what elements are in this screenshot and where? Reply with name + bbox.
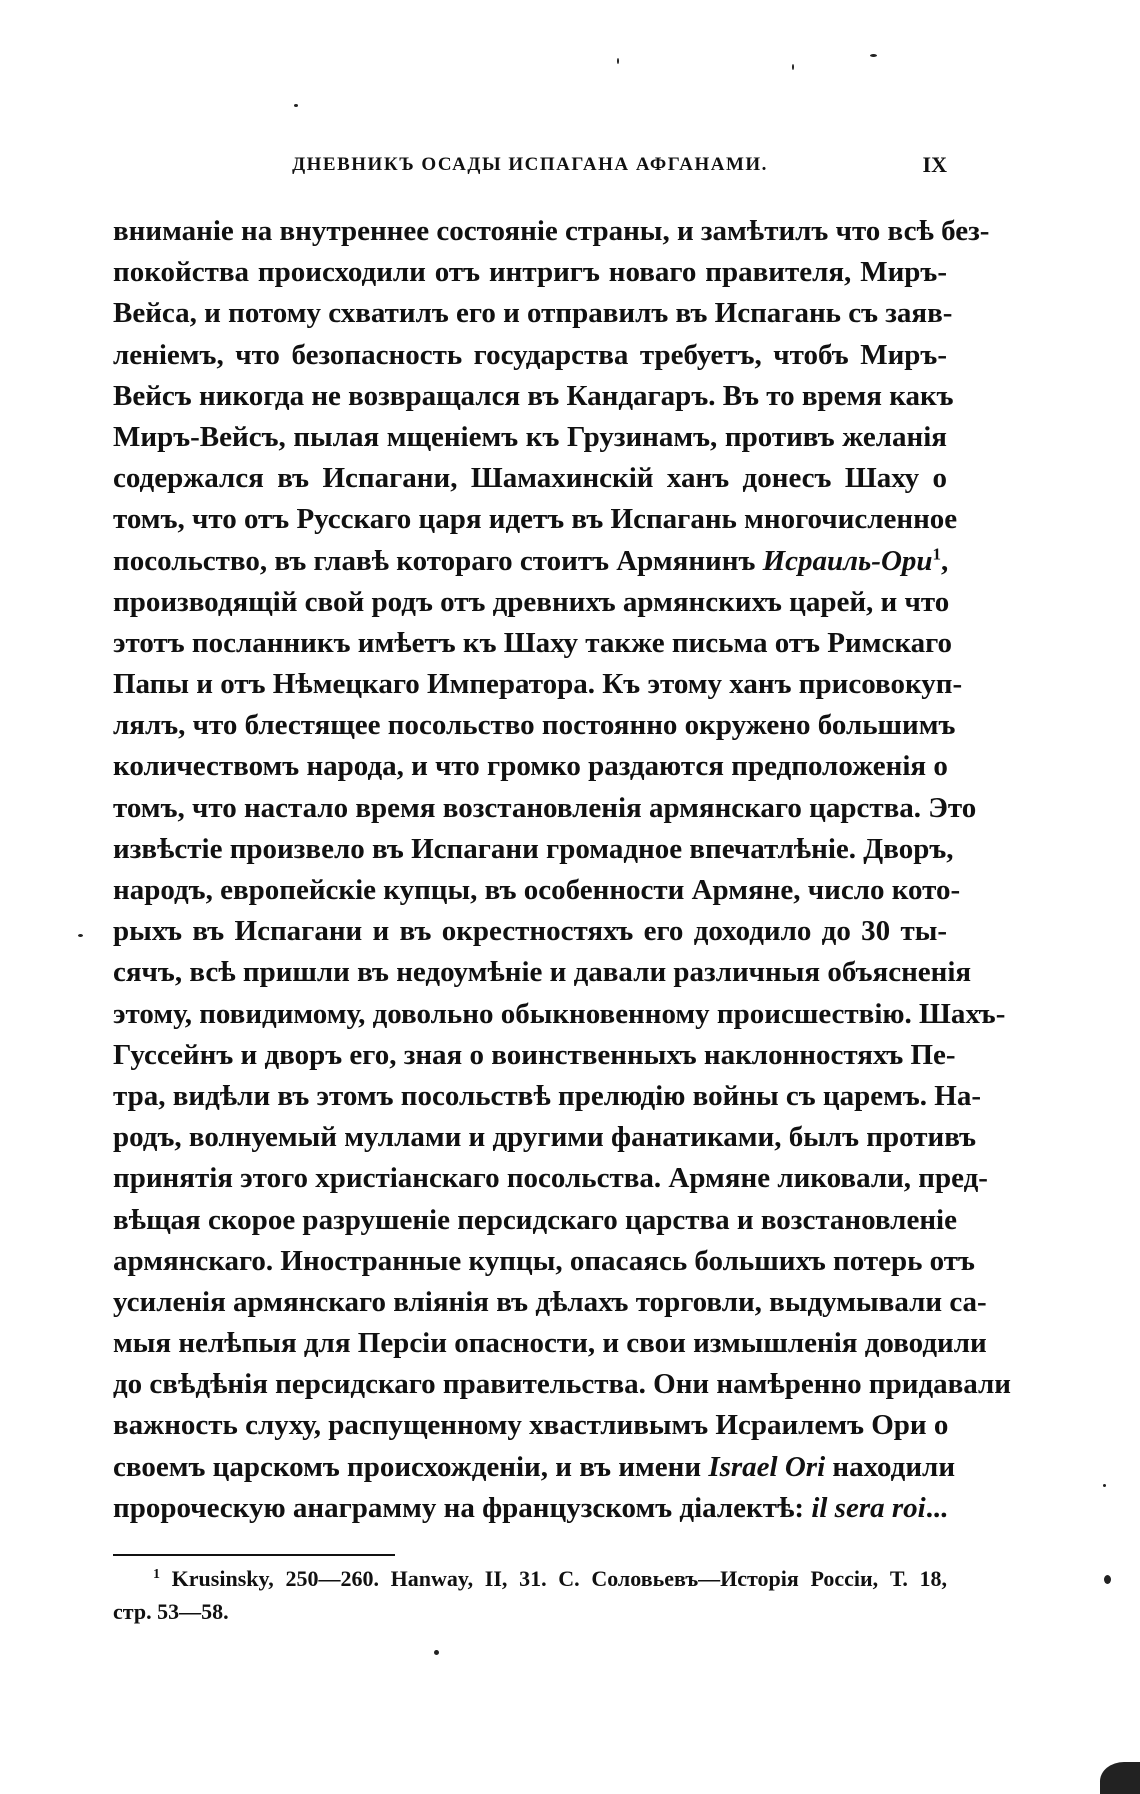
line-text: , bbox=[941, 544, 949, 577]
text-line: леніемъ, что безопасность государства требуетъ, чтобъ Миръ- bbox=[113, 338, 947, 371]
body-text bbox=[113, 211, 1012, 1529]
text-line-with-footnote-ref bbox=[113, 541, 947, 582]
line-text: находили bbox=[832, 1450, 956, 1483]
line-text: ... bbox=[925, 1491, 948, 1524]
text-line: Вейса, и потому схватилъ его и отправилъ въ Испагань съ заяв- bbox=[113, 297, 953, 330]
text-line: народъ, европейскіе купцы, въ особенности Армяне, число кото- bbox=[113, 874, 961, 906]
text-line: Гуссейнъ и дворъ его, зная о воинственныхъ наклонностяхъ Пе- bbox=[113, 1038, 956, 1071]
text-line: Вейсъ никогда не возвращался въ Кандагаръ. Въ то время какъ bbox=[113, 379, 954, 412]
footnote bbox=[113, 1562, 947, 1628]
text-line: вниманіе на внутреннее состояніе страны, и замѣтилъ что всѣ без- bbox=[113, 215, 990, 247]
line-text: посольство, въ главѣ котораго стоитъ Армянинъ bbox=[113, 544, 756, 577]
scan-speck bbox=[617, 58, 619, 64]
text-line: вѣщая скорое разрушеніе персидскаго царства и возстановленіе bbox=[113, 1203, 957, 1236]
footnote-mark: 1 bbox=[153, 1566, 160, 1582]
footnote-line: стр. 53—58. bbox=[113, 1599, 229, 1624]
text-line: до свѣдѣнія персидскаго правительства. Они намѣренно придавали bbox=[113, 1368, 1012, 1401]
line-text: своемъ царскомъ происхожденіи, и въ имени bbox=[113, 1450, 702, 1483]
text-line: тра, видѣли въ этомъ посольствѣ прелюдію войны съ царемъ. На- bbox=[113, 1079, 981, 1112]
text-line bbox=[113, 1488, 947, 1529]
text-line: сячъ, всѣ пришли въ недоумѣніе и давали различныя объясненія bbox=[113, 956, 972, 989]
footnote-text: Krusinsky, 250—260. Hanway, II, 31. С. Соловьевъ—Исторія Россіи, Т. 18, bbox=[171, 1566, 947, 1591]
footnote-reference[interactable]: 1 bbox=[932, 543, 942, 563]
scan-speck bbox=[1103, 1484, 1106, 1487]
text-line: этотъ посланникъ имѣетъ къ Шаху также письма отъ Римскаго bbox=[113, 626, 953, 659]
text-line: количествомъ народа, и что громко раздаются предположенія о bbox=[113, 750, 948, 783]
text-line: мыя нелѣпыя для Персіи опасности, и свои измышленія доводили bbox=[113, 1327, 987, 1360]
italic-name: Israel Ori bbox=[708, 1450, 826, 1483]
footnote-divider bbox=[113, 1554, 395, 1556]
scan-speck bbox=[294, 104, 298, 107]
text-line: армянскаго. Иностранные купцы, опасаясь большихъ потерь отъ bbox=[113, 1244, 975, 1277]
text-line: содержался въ Испагани, Шамахинскій ханъ донесъ Шаху о bbox=[113, 462, 947, 495]
text-line: рыхъ въ Испагани и въ окрестностяхъ его доходило до 30 ты- bbox=[113, 915, 947, 948]
page-number: IX bbox=[922, 152, 947, 177]
text-line: Папы и отъ Нѣмецкаго Императора. Къ этому ханъ присовокуп- bbox=[113, 668, 963, 701]
scan-speck bbox=[792, 64, 794, 70]
scan-speck bbox=[870, 54, 877, 57]
text-line: томъ, что насталo время возстановленія армянскаго царства. Это bbox=[113, 791, 977, 824]
text-line: принятія этого христіанскаго посольства. Армяне ликовали, пред- bbox=[113, 1162, 988, 1195]
text-line: извѣстіе произвело въ Испагани громадное впечатлѣніе. Дворъ, bbox=[113, 832, 954, 865]
running-head bbox=[113, 150, 947, 180]
text-line: усиленія армянскаго вліянія въ дѣлахъ торговли, выдумывали са- bbox=[113, 1285, 987, 1318]
scan-speck bbox=[1104, 1575, 1111, 1584]
scan-speck bbox=[434, 1650, 439, 1655]
text-line bbox=[113, 1447, 956, 1488]
text-line: Миръ-Вейсъ, пылая мщеніемъ къ Грузинамъ, противъ желанія bbox=[113, 420, 947, 453]
text-line: этому, повидимому, довольно обыкновенному происшествію. Шахъ- bbox=[113, 997, 1006, 1030]
scan-speck bbox=[78, 934, 83, 937]
running-title: ДНЕВНИКЪ ОСАДЫ ИСПАГАНА АФГАНАМИ. bbox=[292, 154, 768, 175]
italic-phrase: il sera roi bbox=[811, 1491, 926, 1524]
line-text: пророческую анаграмму на французскомъ діалектѣ: bbox=[113, 1491, 805, 1524]
text-line: покойства происходили отъ интригъ новаго правителя, Миръ- bbox=[113, 256, 947, 289]
text-line: производящій свой родъ отъ древнихъ армянскихъ царей, и что bbox=[113, 585, 950, 618]
text-line: родъ, волнуемый муллами и другими фанатиками, былъ противъ bbox=[113, 1121, 977, 1154]
text-line: томъ, что отъ Русскаго царя идетъ въ Испагань многочисленное bbox=[113, 503, 958, 536]
footnote-line bbox=[113, 1562, 947, 1595]
text-line: лялъ, что блестящее посольство постоянно окружено большимъ bbox=[113, 709, 956, 742]
italic-name: Исраиль-Ори bbox=[762, 544, 933, 577]
text-line: важность слуху, распущенному хвастливымъ Исраилемъ Ори о bbox=[113, 1409, 949, 1442]
scan-speck bbox=[1100, 1762, 1140, 1794]
